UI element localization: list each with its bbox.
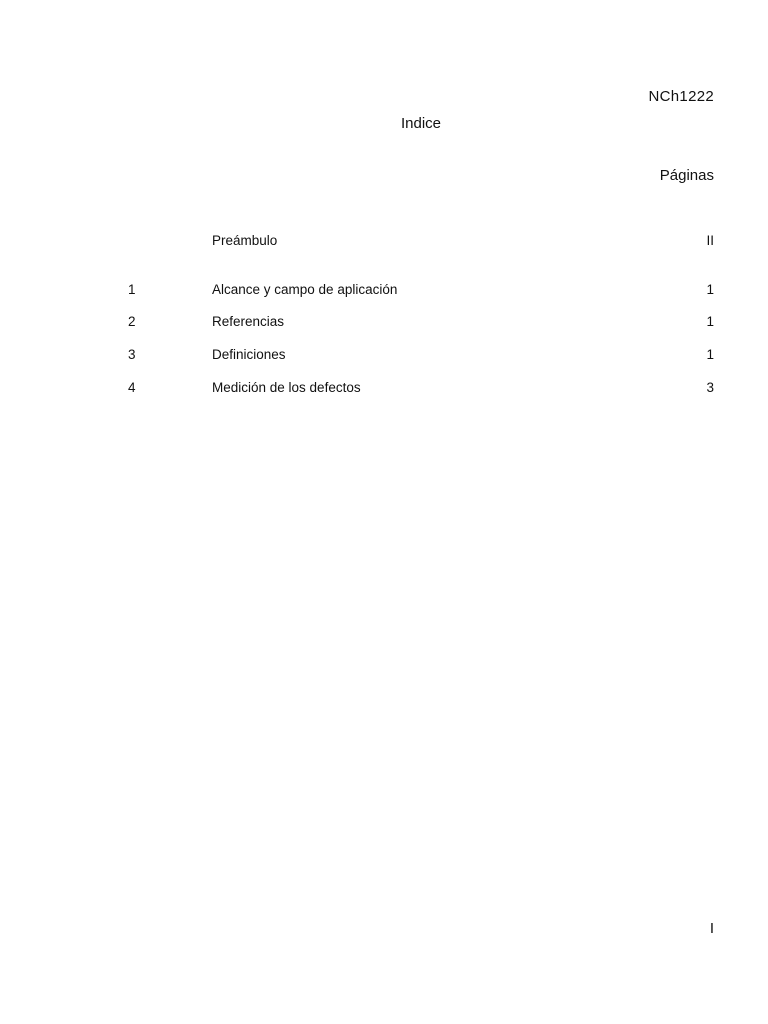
toc-entry-page: II xyxy=(706,233,714,248)
toc-entry-definitions xyxy=(0,347,768,367)
toc-entry-number: 4 xyxy=(128,380,136,395)
toc-entry-page: 1 xyxy=(706,282,714,297)
toc-entry-references xyxy=(0,314,768,334)
toc-entry-number: 2 xyxy=(128,314,136,329)
document-code: NCh1222 xyxy=(648,88,714,105)
toc-entry-number: 3 xyxy=(128,347,136,362)
pages-column-label: Páginas xyxy=(659,167,714,184)
toc-entry-measurement xyxy=(0,380,768,400)
page-title: Indice xyxy=(400,115,442,132)
toc-entry-preamble xyxy=(0,233,768,253)
toc-entry-page: 1 xyxy=(706,314,714,329)
toc-entry-page: 3 xyxy=(706,380,714,395)
toc-entry-title: Alcance y campo de aplicación xyxy=(212,282,398,297)
toc-entry-page: 1 xyxy=(706,347,714,362)
toc-entry-title: Medición de los defectos xyxy=(212,380,361,395)
toc-entry-title: Referencias xyxy=(212,314,285,329)
toc-entry-scope xyxy=(0,282,768,302)
toc-entry-number: 1 xyxy=(128,282,136,297)
toc-entry-title: Preámbulo xyxy=(212,233,278,248)
page-number: I xyxy=(709,920,714,937)
toc-entry-title: Definiciones xyxy=(212,347,286,362)
